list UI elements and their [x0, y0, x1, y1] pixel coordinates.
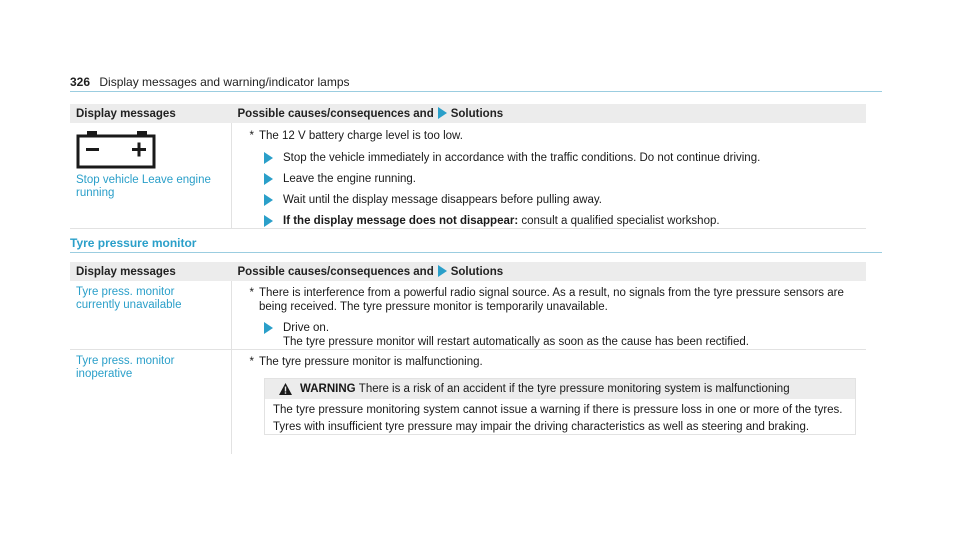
tyre-message-cell [70, 281, 232, 350]
solution-arrow-icon [438, 107, 447, 119]
solution-arrow-icon [264, 173, 273, 185]
solution-arrow-icon [264, 194, 273, 206]
battery-message-table [70, 104, 866, 229]
page-header-title: Display messages and warning/indicator lamps [99, 75, 350, 89]
warning-label: WARNING [300, 383, 356, 395]
column-header-messages: Display messages [70, 262, 232, 281]
column-header-causes: Possible causes/consequences and Solutions [232, 104, 867, 123]
tyre-message-table [70, 262, 866, 454]
battery-display-message: Stop vehicle Leave engine running [76, 174, 211, 199]
warning-triangle-icon [279, 383, 292, 395]
warning-paragraph: Tyres with insufficient tyre pressure may impair the driving characteristics as well as steering and braking. [273, 421, 810, 433]
solution-arrow-icon [264, 152, 273, 164]
tyre-cause: * There is interference from a powerful radio signal source. As a result, no signals from the tyre pressure sensors are being received. The tyre pressure monitor is temporarily unavailable. [249, 287, 844, 313]
warning-header [265, 379, 855, 399]
solution-step: Stop the vehicle immediately in accordance with the traffic conditions. Do not continue driving. [264, 151, 866, 165]
header-rule [70, 91, 882, 92]
column-header-messages: Display messages [70, 104, 232, 123]
warning-text: There is a risk of an accident if the tyre pressure monitoring system is malfunctioning [358, 383, 790, 395]
warning-body [265, 399, 855, 434]
page-header [70, 75, 350, 89]
battery-causes-cell [232, 123, 867, 229]
solution-step-final: If the display message does not disappear: consult a qualified specialist workshop. [264, 214, 866, 228]
section-title: Tyre pressure monitor [70, 236, 197, 250]
solution-step: Leave the engine running. [264, 172, 866, 186]
tyre-causes-cell [232, 281, 867, 350]
solution-arrow-icon [264, 215, 273, 227]
tyre-message-cell [70, 350, 232, 454]
solution-arrow-icon [264, 322, 273, 334]
solution-step: Wait until the display message disappears before pulling away. [264, 193, 866, 207]
warning-paragraph: The tyre pressure monitoring system cannot issue a warning if there is pressure loss in one or more of the tyres. [273, 404, 843, 416]
section-rule [70, 252, 882, 253]
tyre-unavailable-message: Tyre press. monitor currently unavailable [76, 286, 182, 311]
warning-box [264, 378, 856, 435]
solution-step: Drive on. The tyre pressure monitor will restart automatically as soon as the cause has been rectified. [264, 321, 866, 349]
column-header-causes: Possible causes/consequences and Solutions [232, 262, 867, 281]
page-number: 326 [70, 75, 91, 89]
battery-cause: * The 12 V battery charge level is too low. [249, 130, 463, 142]
solution-arrow-icon [438, 265, 447, 277]
tyre-causes-cell [232, 350, 867, 454]
tyre-inoperative-message: Tyre press. monitor inoperative [76, 355, 175, 380]
tyre-cause: * The tyre pressure monitor is malfunctioning. [249, 356, 483, 368]
battery-message-cell [70, 123, 232, 229]
battery-icon [76, 129, 156, 169]
